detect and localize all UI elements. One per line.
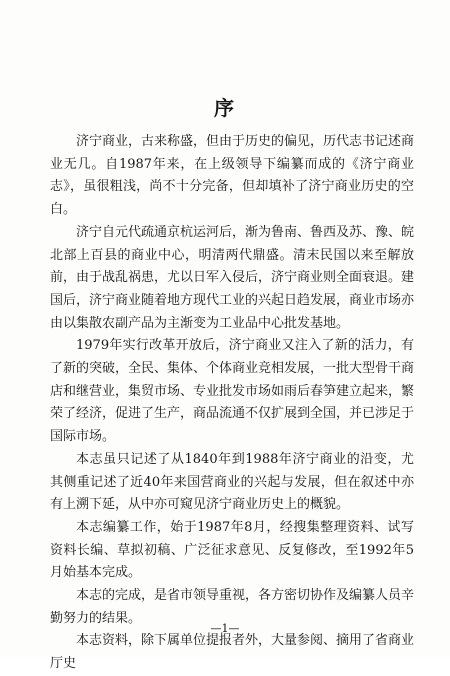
paragraph: 济宁商业，古来称盛，但由于历史的偏见，历代志书记述商业无几。自1987年来，在上级领导下编纂而成的《济宁商业志》，虽很粗浅，尚不十分完备，但却填补了济宁商业历史的空白。 bbox=[50, 134, 415, 218]
paragraph: 本志的完成，是省市领导重视，各方密切协作及编纂人员辛勤努力的结果。 bbox=[50, 588, 415, 626]
paragraph: 济宁自元代疏通京杭运河后，渐为鲁南、鲁西及苏、豫、皖北部上百县的商业中心，明清两代鼎盛。清末民国以来至解放前，由于战乱祸患，尤以日军入侵后，济宁商业则全面衰退。建国后，济宁商业随着地方现代工业的兴起日趋发展，商业市场亦由以集散农副产品为主渐变为工业品中心批发基地。 bbox=[50, 224, 415, 331]
paragraph: 本志虽只记述了从1840年到1988年济宁商业的沿变，尤其侧重记述了近40年来国营商业的兴起与发展，但在叙述中亦有上溯下延，从中亦可窥见济宁商业历史上的概貌。 bbox=[50, 451, 414, 513]
paragraph: 1979年实行改革开放后，济宁商业又注入了新的活力，有了新的突破，全民、集体、个体商业竞相发展，一批大型骨干商店和继营业，集贸市场、专业批发市场如雨后春笋建立起来，繁荣了经济，促进了生产，商品流通不仅扩展到全国，并已涉足于国际市场。 bbox=[50, 338, 415, 445]
page-number: —1— bbox=[210, 622, 240, 635]
page-title: 序 bbox=[214, 96, 236, 120]
preface-body bbox=[50, 131, 414, 676]
paragraph: 本志资料，除下属单位提报者外，大量参阅、摘用了省商业厅史 bbox=[50, 633, 415, 672]
paragraph: 本志编纂工作，始于1987年8月，经搜集整理资料、试写资料长编、草拟初稿、广泛征求意见、反复修改，至1992年5月始基本完成。 bbox=[50, 519, 414, 581]
